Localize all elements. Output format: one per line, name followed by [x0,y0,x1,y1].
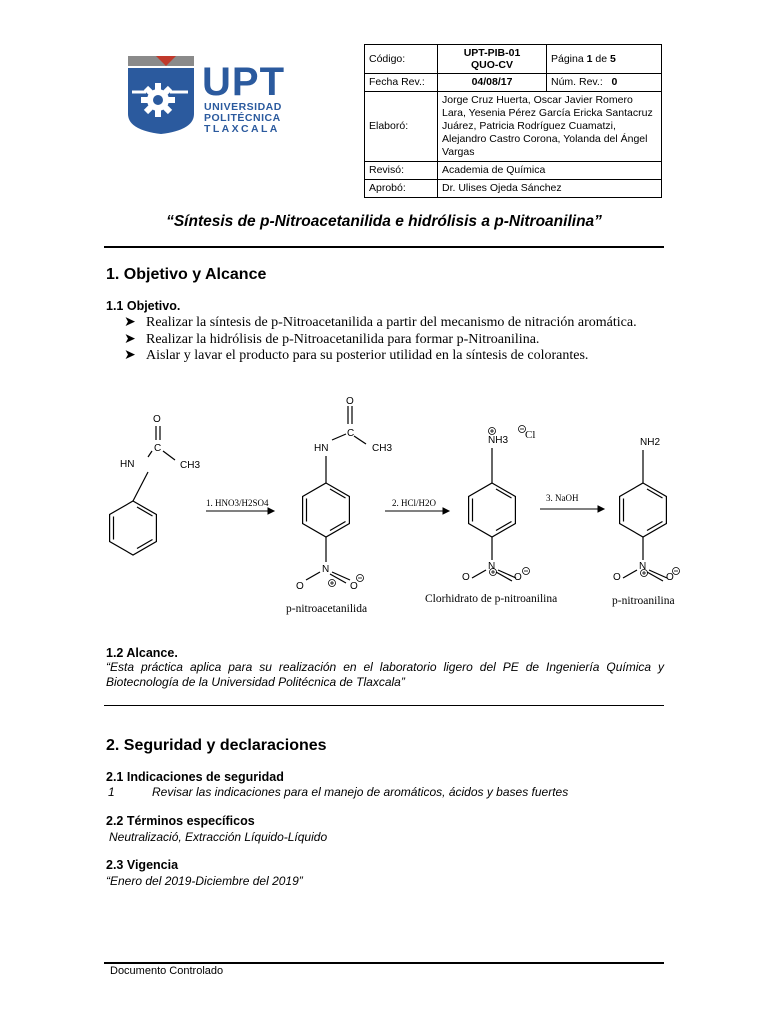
objetivo-bullet-1-text: Realizar la síntesis de p-Nitroacetanilida a partir del mecanismo de nitración aromática. [146,315,637,330]
arrow-head-icon [268,508,274,514]
caption-clorhidrato: Clorhidrato de p-nitroanilina [425,593,558,605]
pagina-total: 5 [610,52,616,65]
upt-logo [126,52,322,136]
logo-line-3: TLAXCALA [204,123,280,135]
acetanilide-ring [110,426,175,555]
codigo-value-1: UPT-PIB-01 [463,47,521,59]
atom-nh2: NH2 [640,437,661,448]
s22-text: Neutralizació, Extracción Líquido-Líquido [109,830,328,844]
atom-o: O [296,581,304,592]
objetivo-bullet-1 [124,314,637,331]
atom-o: O [350,581,358,592]
alcance-text: “Esta práctica aplica para su realización en el laboratorio ligero del PE de Ingeniería Química y Biotecnología de la Universidad Politécnica de Tlaxcala” [106,660,664,689]
objetivo-bullet-3-text: Aislar y lavar el producto para su posterior utilidad en la síntesis de colorantes. [146,348,589,363]
step-2-label: 2. HCl/H2O [392,498,437,508]
logo-line-2: POLITÉCNICA [204,112,281,124]
s21-heading: 2.1 Indicaciones de seguridad [106,770,284,784]
num-rev-label: Núm. Rev.: [551,76,603,88]
atom-o: O [153,414,161,425]
logo-acronym: UPT [202,60,285,104]
arrow-bullet-icon: ➤ [124,315,136,330]
atom-n: N [322,564,330,575]
logo-line-1: UNIVERSIDAD [204,101,282,113]
atom-hn: HN [120,459,135,470]
atom-o: O [666,572,674,583]
pagina-de: de [595,52,608,65]
atom-o: O [462,572,470,583]
arrow-head-icon [598,506,604,512]
elaboro-label: Elaboró: [365,92,438,162]
alcance-rule [104,705,664,706]
nitroacetanilide-ring [303,406,366,583]
atom-n: N [488,561,496,572]
aprobo-label: Aprobó: [365,180,438,198]
title-rule [104,246,664,248]
atom-o: O [613,572,621,583]
step-3-label: 3. NaOH [546,493,579,503]
atom-hn: HN [314,443,329,454]
atom-n: N [639,561,647,572]
codigo-value-2: QUO-CV [471,59,513,71]
section-2-heading: 2. Seguridad y declaraciones [106,737,327,754]
document-control-table [364,44,662,198]
s23-heading: 2.3 Vigencia [106,858,179,872]
objetivo-bullet-3 [124,347,588,364]
s21-number: 1 [108,785,115,799]
num-rev-value: 0 [611,76,618,88]
atom-cl: Cl [525,429,536,441]
objetivo-heading: 1.1 Objetivo. [106,299,181,313]
aprobo-value: Dr. Ulises Ojeda Sánchez [438,180,662,198]
pagina-cell [547,45,662,74]
atom-nh3: NH3 [488,435,509,446]
caption-p-nitroanilina: p-nitroanilina [612,595,675,607]
section-1-heading: 1. Objetivo y Alcance [106,266,267,283]
caption-p-nitroacetanilida: p-nitroacetanilida [286,603,368,615]
codigo-label: Código: [365,45,438,74]
num-rev-cell [547,74,662,92]
objetivo-bullet-2-text: Realizar la hidrólisis de p-Nitroacetanilida para formar p-Nitroanilina. [146,332,540,347]
pagina-label: Página [551,52,584,65]
codigo-value [438,45,547,74]
arrow-bullet-icon: ➤ [124,332,136,347]
reviso-value: Academia de Química [438,162,662,180]
footer-text: Documento Controlado [110,965,224,977]
s22-heading: 2.2 Términos específicos [106,814,255,828]
fecha-value: 04/08/17 [438,74,547,92]
s23-text: “Enero del 2019-Diciembre del 2019” [106,874,303,888]
atom-o: O [346,396,354,407]
reaction-scheme [100,388,680,628]
objetivo-bullet-2 [124,331,539,348]
document-title: “Síntesis de p-Nitroacetanilida e hidrólisis a p-Nitroanilina” [166,213,602,230]
elaboro-value: Jorge Cruz Huerta, Oscar Javier Romero Lara, Yesenia Pérez García Ericka Santacruz Juárez, Patricia Rodríguez Cuamatzi, Alejandro Castro Corona, Yolanda del Ángel Vargas [438,92,662,162]
atom-ch3: CH3 [180,460,201,471]
arrow-bullet-icon: ➤ [124,348,136,363]
atom-c: C [347,428,355,439]
pagina-num: 1 [586,52,593,65]
arrow-head-icon [443,508,449,514]
atom-c: C [154,443,162,454]
atom-o: O [514,572,522,583]
atom-ch3: CH3 [372,443,393,454]
s21-text: Revisar las indicaciones para el manejo de aromáticos, ácidos y bases fuertes [152,785,569,799]
reviso-label: Revisó: [365,162,438,180]
alcance-heading: 1.2 Alcance. [106,646,178,660]
footer-rule [104,962,664,964]
fecha-label: Fecha Rev.: [365,74,438,92]
step-1-label: 1. HNO3/H2SO4 [206,498,269,508]
